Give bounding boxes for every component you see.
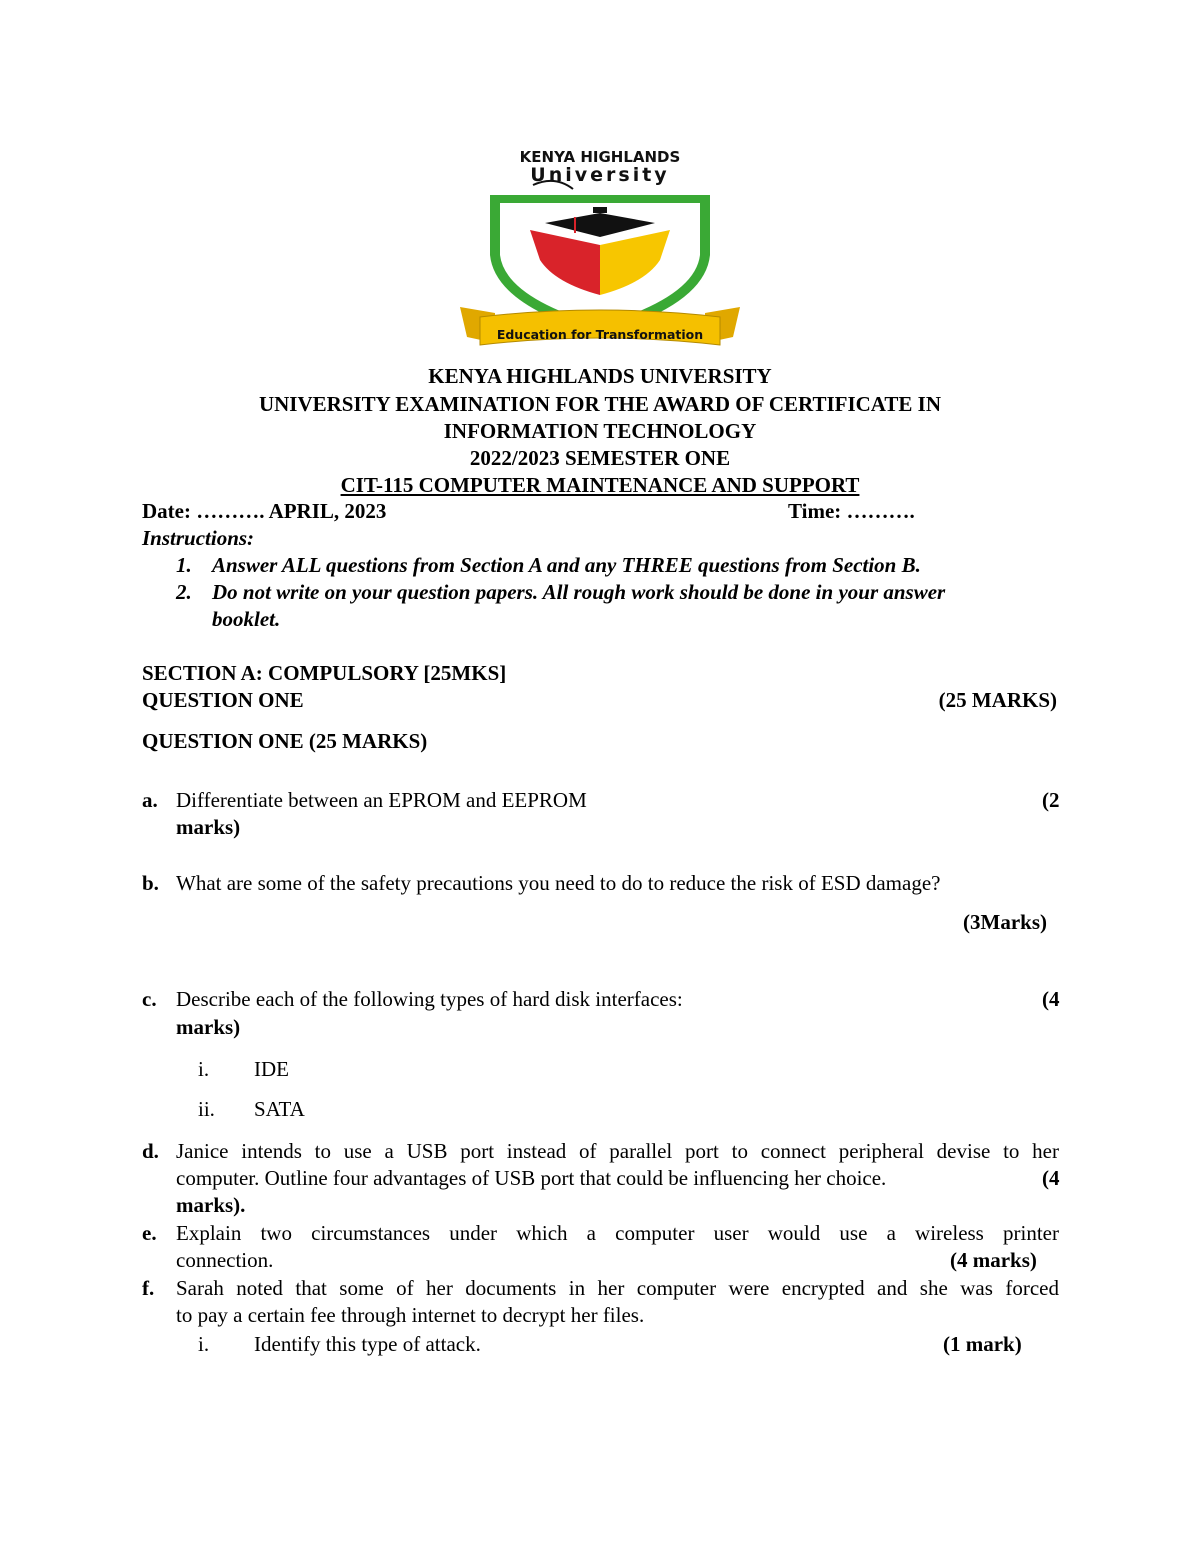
instruction-2-text-line1: Do not write on your question papers. All rough work should be done in your answer	[212, 580, 946, 604]
question-f-letter: f.	[142, 1276, 155, 1300]
question-d-line1: Janice intends to use a USB port instead of parallel port to connect peripheral devise to her	[176, 1139, 1059, 1163]
question-c-sub-2-num: ii.	[198, 1097, 215, 1121]
question-f-line2: to pay a certain fee through internet to decrypt her files.	[176, 1303, 645, 1327]
question-c-marks-close: marks)	[176, 1015, 241, 1039]
question-c-sub-2-text: SATA	[254, 1097, 305, 1121]
section-a-title: SECTION A: COMPULSORY [25MKS]	[142, 661, 507, 685]
university-logo	[455, 145, 745, 360]
question-one-heading	[142, 688, 1057, 714]
header-course: CIT-115 COMPUTER MAINTENANCE AND SUPPORT	[340, 473, 860, 497]
question-c-text: Describe each of the following types of hard disk interfaces:	[176, 987, 683, 1011]
header-semester: 2022/2023 SEMESTER ONE	[469, 446, 731, 470]
date-time-row	[142, 499, 934, 525]
instruction-2-num: 2.	[176, 580, 192, 604]
exam-time: Time: ……….	[788, 499, 915, 523]
logo-title-line2: University	[530, 164, 670, 186]
instruction-1-text: Answer ALL questions from Section A and any THREE questions from Section B.	[212, 553, 921, 577]
question-d-line2: computer. Outline four advantages of USB port that could be influencing her choice.	[176, 1166, 887, 1190]
question-c-marks-open: (4	[1042, 987, 1060, 1011]
instruction-1-num: 1.	[176, 553, 192, 577]
instruction-2-text-line2: booklet.	[212, 607, 281, 631]
question-d-letter: d.	[142, 1139, 159, 1163]
header-university: KENYA HIGHLANDS UNIVERSITY	[428, 364, 772, 388]
question-e-marks: (4 marks)	[950, 1248, 1037, 1272]
question-one-marks: (25 MARKS)	[938, 688, 1057, 712]
question-b-marks: (3Marks)	[963, 910, 1047, 934]
question-f-line1: Sarah noted that some of her documents in her computer were encrypted and she was forced	[176, 1276, 1059, 1300]
question-one-repeat-heading: QUESTION ONE (25 MARKS)	[142, 729, 428, 753]
question-a-marks-open: (2	[1042, 788, 1060, 812]
question-f-sub-1-text: Identify this type of attack.	[254, 1332, 481, 1356]
question-a-marks-close: marks)	[176, 815, 241, 839]
header-exam-line2: INFORMATION TECHNOLOGY	[443, 419, 757, 443]
question-a-letter: a.	[142, 788, 158, 812]
header-exam-line1: UNIVERSITY EXAMINATION FOR THE AWARD OF CERTIFICATE IN	[258, 392, 942, 416]
instructions-heading: Instructions:	[142, 526, 255, 550]
question-c-letter: c.	[142, 987, 157, 1011]
question-d-marks-close: marks).	[176, 1193, 246, 1217]
question-f-sub-1-num: i.	[198, 1332, 210, 1356]
question-e-line2: connection.	[176, 1248, 274, 1272]
question-c-sub-1-num: i.	[198, 1057, 210, 1081]
question-c-sub-1-text: IDE	[254, 1057, 289, 1081]
header-course-wrap	[140, 472, 1060, 498]
question-e-letter: e.	[142, 1221, 157, 1245]
exam-date: Date: ………. APRIL, 2023	[142, 499, 387, 523]
question-d-marks-open: (4	[1042, 1166, 1060, 1190]
logo-motto: Education for Transformation	[496, 327, 704, 342]
question-a-text: Differentiate between an EPROM and EEPROM	[176, 788, 587, 812]
logo-title-line1: KENYA HIGHLANDS	[519, 148, 681, 166]
logo-graphic	[455, 145, 745, 360]
question-one-label: QUESTION ONE	[142, 688, 304, 712]
question-e-line1: Explain two circumstances under which a computer user would use a wireless printer	[176, 1221, 1059, 1245]
question-f-sub-1-marks: (1 mark)	[943, 1332, 1022, 1356]
question-b-letter: b.	[142, 871, 159, 895]
question-b-text: What are some of the safety precautions you need to do to reduce the risk of ESD damage?	[176, 871, 941, 895]
